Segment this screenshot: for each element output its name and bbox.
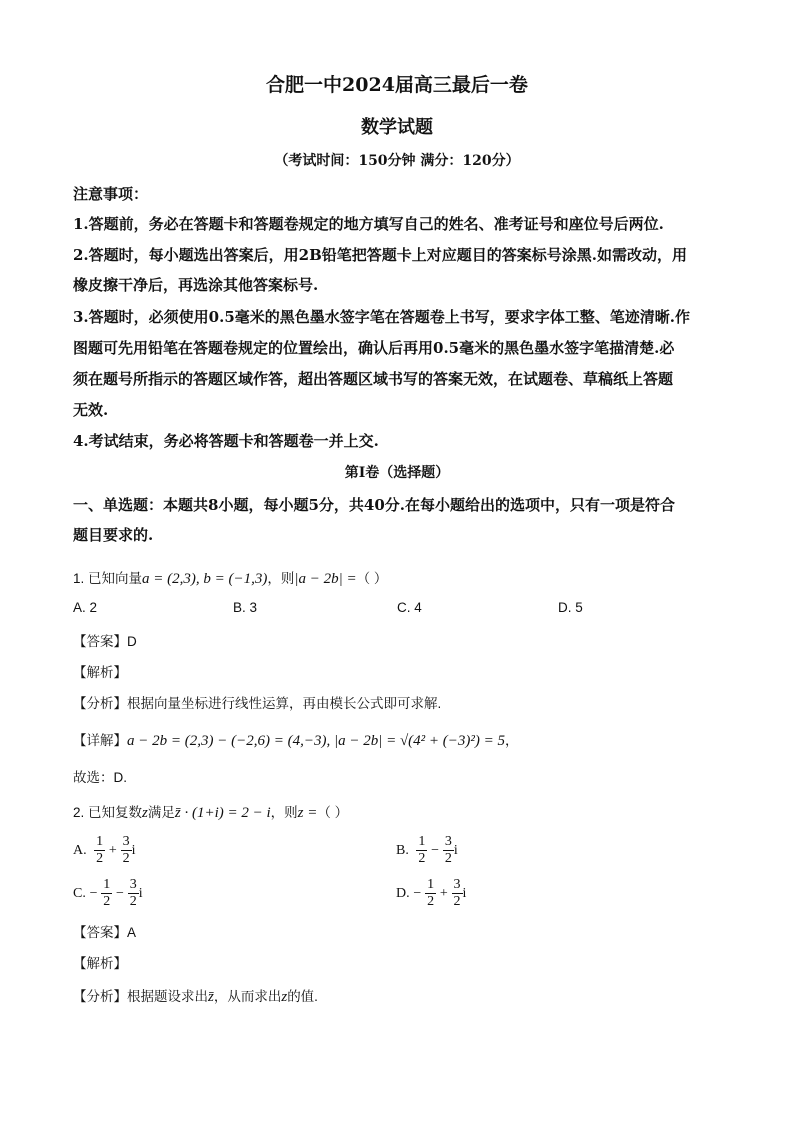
- question-2-answer: 【答案】A: [73, 925, 137, 940]
- question-2-prefix: 2. 已知复数: [73, 805, 143, 820]
- page-title: 合肥一中2024届高三最后一卷: [266, 74, 528, 96]
- question-2: [73, 801, 348, 822]
- question-1-blank: （ ）: [356, 571, 388, 586]
- question-1-mid: ，则: [267, 571, 295, 586]
- question-1-detail-end: ，: [505, 733, 519, 748]
- question-1-option-d: D. 5: [558, 600, 583, 615]
- question-1-expression: |a − 2b| =: [294, 571, 357, 587]
- question-1-option-a: A. 2: [73, 600, 98, 615]
- question-2-condition: z̄ · (1+i) = 2 − i: [174, 805, 271, 821]
- question-1-analysis: 【分析】根据向量坐标进行线性运算，再由模长公式即可求解.: [73, 696, 442, 711]
- note-item-3-line3: 须在题号所指示的答题区域作答，超出答题区域书写的答案无效，在试题卷、草稿纸上答题: [73, 370, 674, 388]
- exam-info: （考试时间：150分钟 满分：120分）: [274, 153, 520, 169]
- question-2-option-b: B. $\frac{1}{2}$ − $\frac{3}{2}$ i: [396, 834, 458, 866]
- question-1: [73, 567, 387, 588]
- question-1-detail-label: 【详解】: [73, 733, 127, 748]
- note-item-3-line2: 图题可先用铅笔在答题卷规定的位置绘出，确认后再用0.5毫米的黑色墨水签字笔描清楚.必: [73, 339, 675, 357]
- section-heading-line1: 一、单选题：本题共8小题，每小题5分，共40分.在每小题给出的选项中，只有一项是符合: [73, 496, 675, 514]
- page-subtitle: 数学试题: [361, 117, 433, 138]
- question-1-answer: 【答案】D: [73, 634, 137, 649]
- question-2-mid1: 满足: [147, 805, 175, 820]
- question-2-var-z: z: [142, 805, 148, 821]
- question-1-option-b: B. 3: [233, 600, 258, 615]
- question-1-prefix: 1. 已知向量: [73, 571, 143, 586]
- question-2-option-d: D. − $\frac{1}{2}$ + $\frac{3}{2}$ i: [396, 877, 467, 909]
- question-1-vectors: a = (2,3), b = (−1,3): [142, 571, 268, 587]
- note-item-3-line1: 3.答题时，必须使用0.5毫米的黑色墨水签字笔在答题卷上书写，要求字体工整、笔迹清晰.作: [73, 308, 690, 326]
- question-1-conclusion: 故选：D.: [73, 770, 127, 785]
- question-2-option-c: C. − $\frac{1}{2}$ − $\frac{3}{2}$ i: [73, 877, 143, 909]
- question-1-option-c: C. 4: [397, 600, 422, 615]
- section-heading-line2: 题目要求的.: [73, 526, 154, 544]
- question-2-analysis: 【分析】根据题设求出z̄，从而求出z的值.: [73, 989, 318, 1005]
- notes-heading: 注意事项：: [73, 185, 149, 203]
- question-2-option-a: A. $\frac{1}{2}$ + $\frac{3}{2}$ i: [73, 834, 136, 866]
- question-2-mid2: ，则: [270, 805, 298, 820]
- question-1-analysis-label: 【解析】: [73, 665, 127, 680]
- note-item-4: 4.考试结束，务必将答题卡和答题卷一并上交.: [73, 432, 379, 450]
- note-item-1: 1.答题前，务必在答题卡和答题卷规定的地方填写自己的姓名、准考证号和座位号后两位.: [73, 215, 664, 233]
- note-item-2-line2: 橡皮擦干净后，再选涂其他答案标号.: [73, 276, 319, 294]
- question-2-blank: （ ）: [317, 805, 349, 820]
- volume-heading: 第Ⅰ卷（选择题）: [344, 465, 450, 481]
- question-1-detail-expression: a − 2b = (2,3) − (−2,6) = (4,−3), |a − 2b| = √(4² + (−3)²) = 5: [127, 733, 506, 749]
- note-item-3-line4: 无效.: [73, 401, 109, 419]
- note-item-2-line1: 2.答题时，每小题选出答案后，用2B铅笔把答题卡上对应题目的答案标号涂黑.如需改动，用: [73, 246, 688, 264]
- question-2-analysis-label: 【解析】: [73, 956, 127, 971]
- question-2-ask: z =: [297, 805, 318, 821]
- question-1-detail: [73, 729, 519, 750]
